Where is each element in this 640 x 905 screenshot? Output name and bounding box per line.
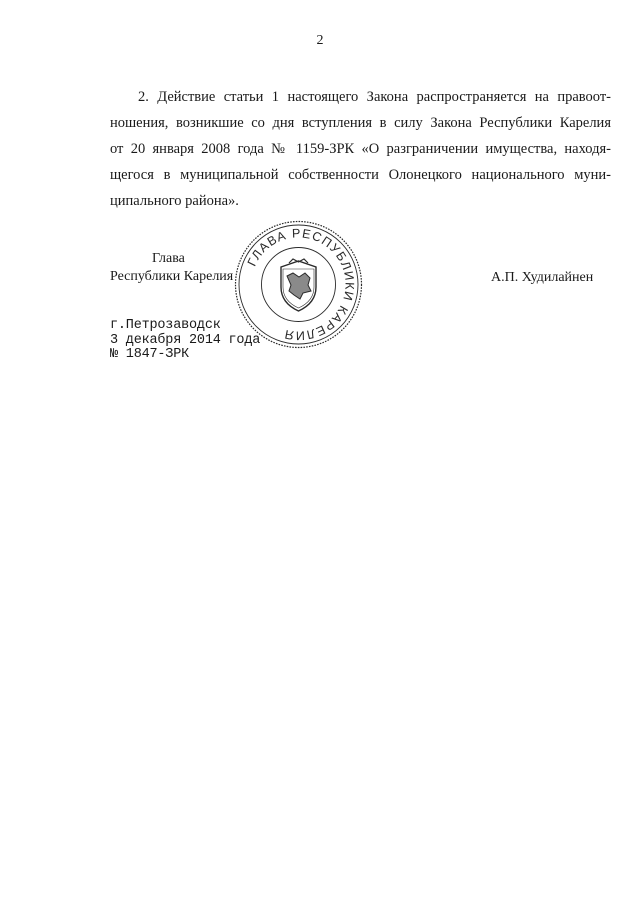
signature-title — [110, 250, 233, 286]
law-number: № 1847-ЗРК — [110, 347, 190, 362]
signature-title-line-2: Республики Карелия — [110, 269, 234, 284]
place-date-block — [110, 319, 260, 363]
page-number: 2 — [316, 33, 324, 48]
body-line-2: ношения, возникшие со дня вступления в силу Закона Республики Карелия — [110, 115, 611, 131]
body-line-1: 2. Действие статьи 1 настоящего Закона распространяется на правоот- — [138, 89, 611, 105]
signatory-name: А.П. Худилайнен — [491, 270, 594, 285]
signature-title-line-1: Глава — [152, 251, 185, 266]
date: 3 декабря 2014 года — [110, 332, 261, 348]
coat-of-arms-icon — [281, 259, 316, 311]
body-line-4: щегося в муниципальной собственности Олонецкого национального муни- — [110, 167, 611, 183]
body-line-3: от 20 января 2008 года № 1159-ЗРК «О разграничении имущества, находя- — [110, 141, 611, 157]
body-line-5: ципального района». — [110, 193, 239, 209]
seal-text: ГЛАВА РЕСПУБЛИКИ КАРЕЛИЯ — [244, 226, 357, 343]
city: г.Петрозаводск — [110, 318, 221, 333]
